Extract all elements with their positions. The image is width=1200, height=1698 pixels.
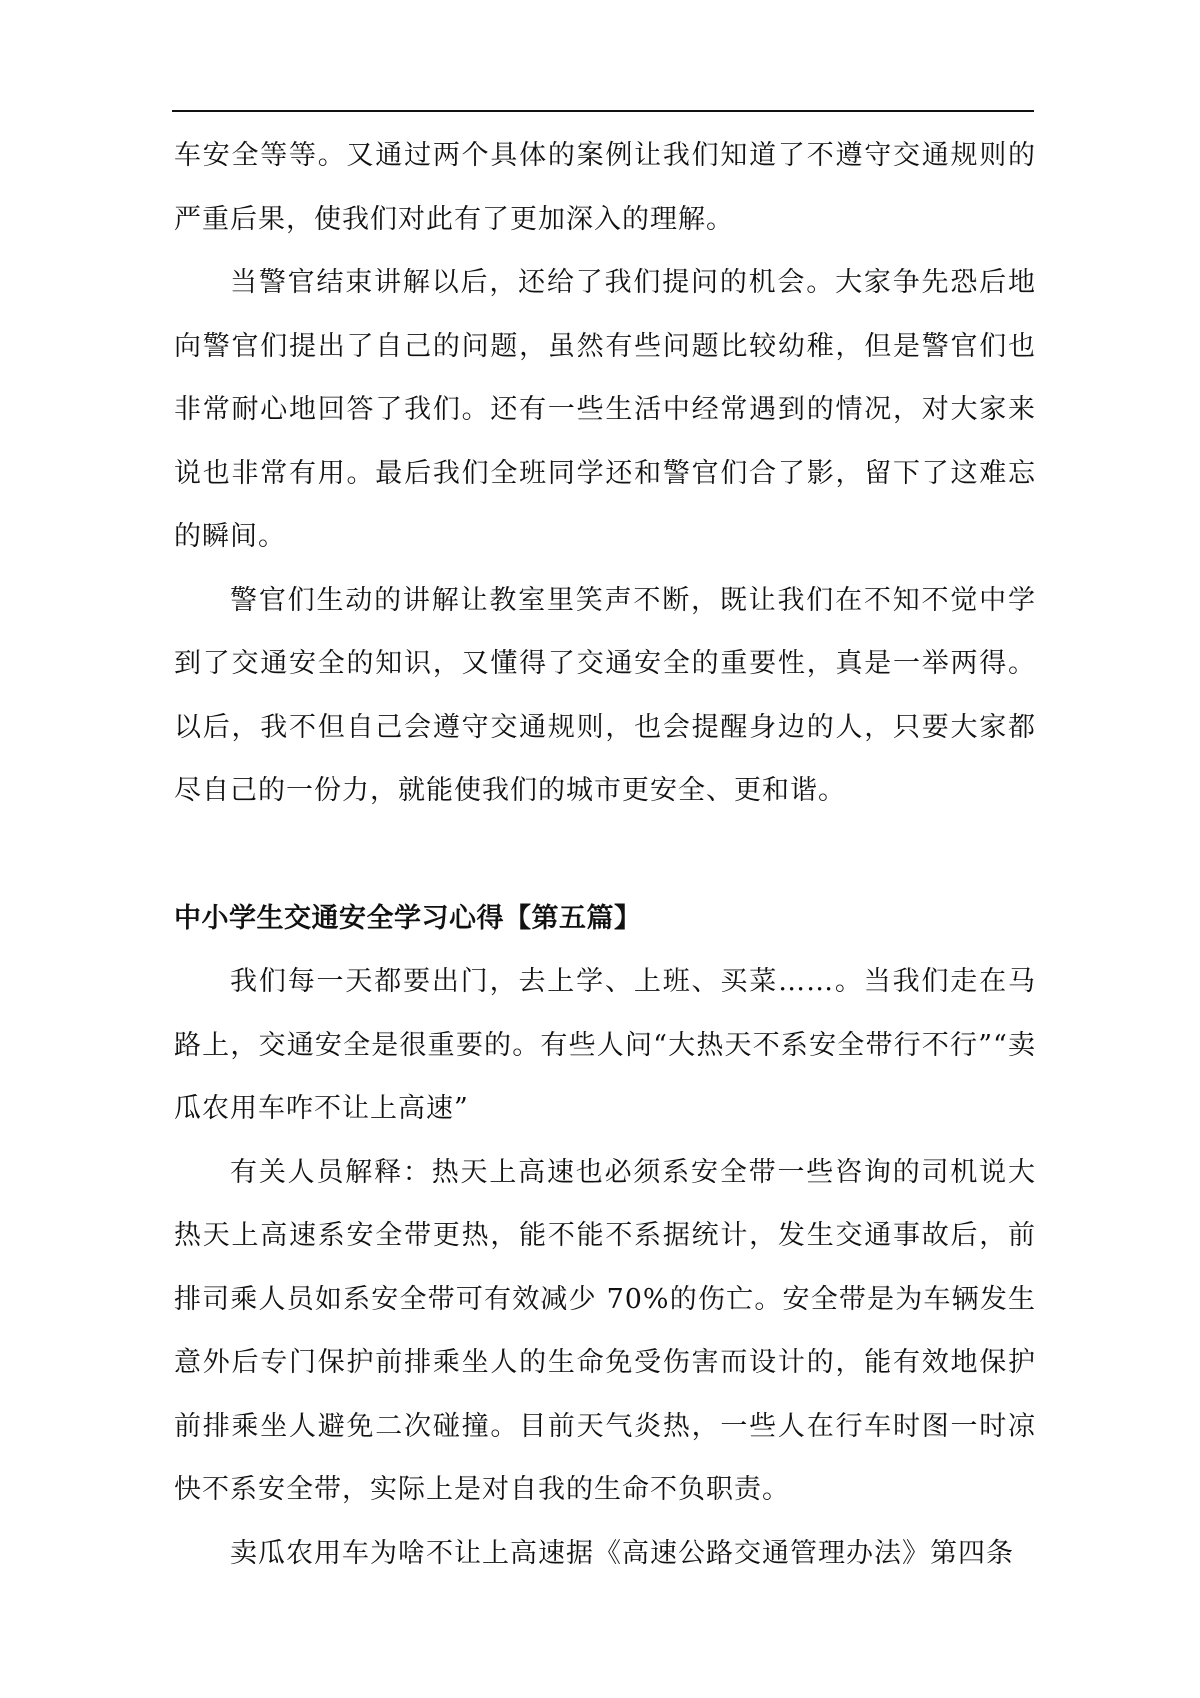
header-rule [172, 110, 1034, 112]
paragraph-questions: 当警官结束讲解以后，还给了我们提问的机会。大家争先恐后地向警官们提出了自己的问题，虽然有些问题比较幼稚，但是警官们也非常耐心地回答了我们。还有一些生活中经常遇到的情况，对大家来说也非常有用。最后我们全班同学还和警官们合了影，留下了这难忘的瞬间。 [174, 267, 1036, 552]
section-heading: 中小学生交通安全学习心得【第五篇】 [174, 902, 642, 934]
section-spacer [174, 823, 1036, 887]
document-body [174, 124, 1036, 1585]
paragraph-conclusion: 警官们生动的讲解让教室里笑声不断，既让我们在不知不觉中学到了交通安全的知识，又懂得了交通安全的重要性，真是一举两得。以后，我不但自己会遵守交通规则，也会提醒身边的人，只要大家都尽自己的一份力，就能使我们的城市更安全、更和谐。 [174, 584, 1036, 806]
paragraph-intro: 我们每一天都要出门，去上学、上班、买菜……。当我们走在马路上，交通安全是很重要的。有些人问“大热天不系安全带行不行”“卖瓜农用车咋不让上高速” [174, 966, 1036, 1124]
paragraph-continuation: 车安全等等。又通过两个具体的案例让我们知道了不遵守交通规则的严重后果，使我们对此有了更加深入的理解。 [174, 140, 1036, 235]
paragraph-seatbelt: 有关人员解释：热天上高速也必须系安全带一些咨询的司机说大热天上高速系安全带更热，能不能不系据统计，发生交通事故后，前排司乘人员如系安全带可有效减少 70%的伤亡。安全带是为车辆发生意外后专门保护前排乘坐人的生命免受伤害而设计的，能有效地保护前排乘坐人避免二次碰撞。目前天气炎热，一些人在行车时图一时凉快不系安全带，实际上是对自我的生命不负职责。 [174, 1156, 1036, 1505]
paragraph-highway: 卖瓜农用车为啥不让上高速据《高速公路交通管理办法》第四条 [230, 1537, 1014, 1569]
